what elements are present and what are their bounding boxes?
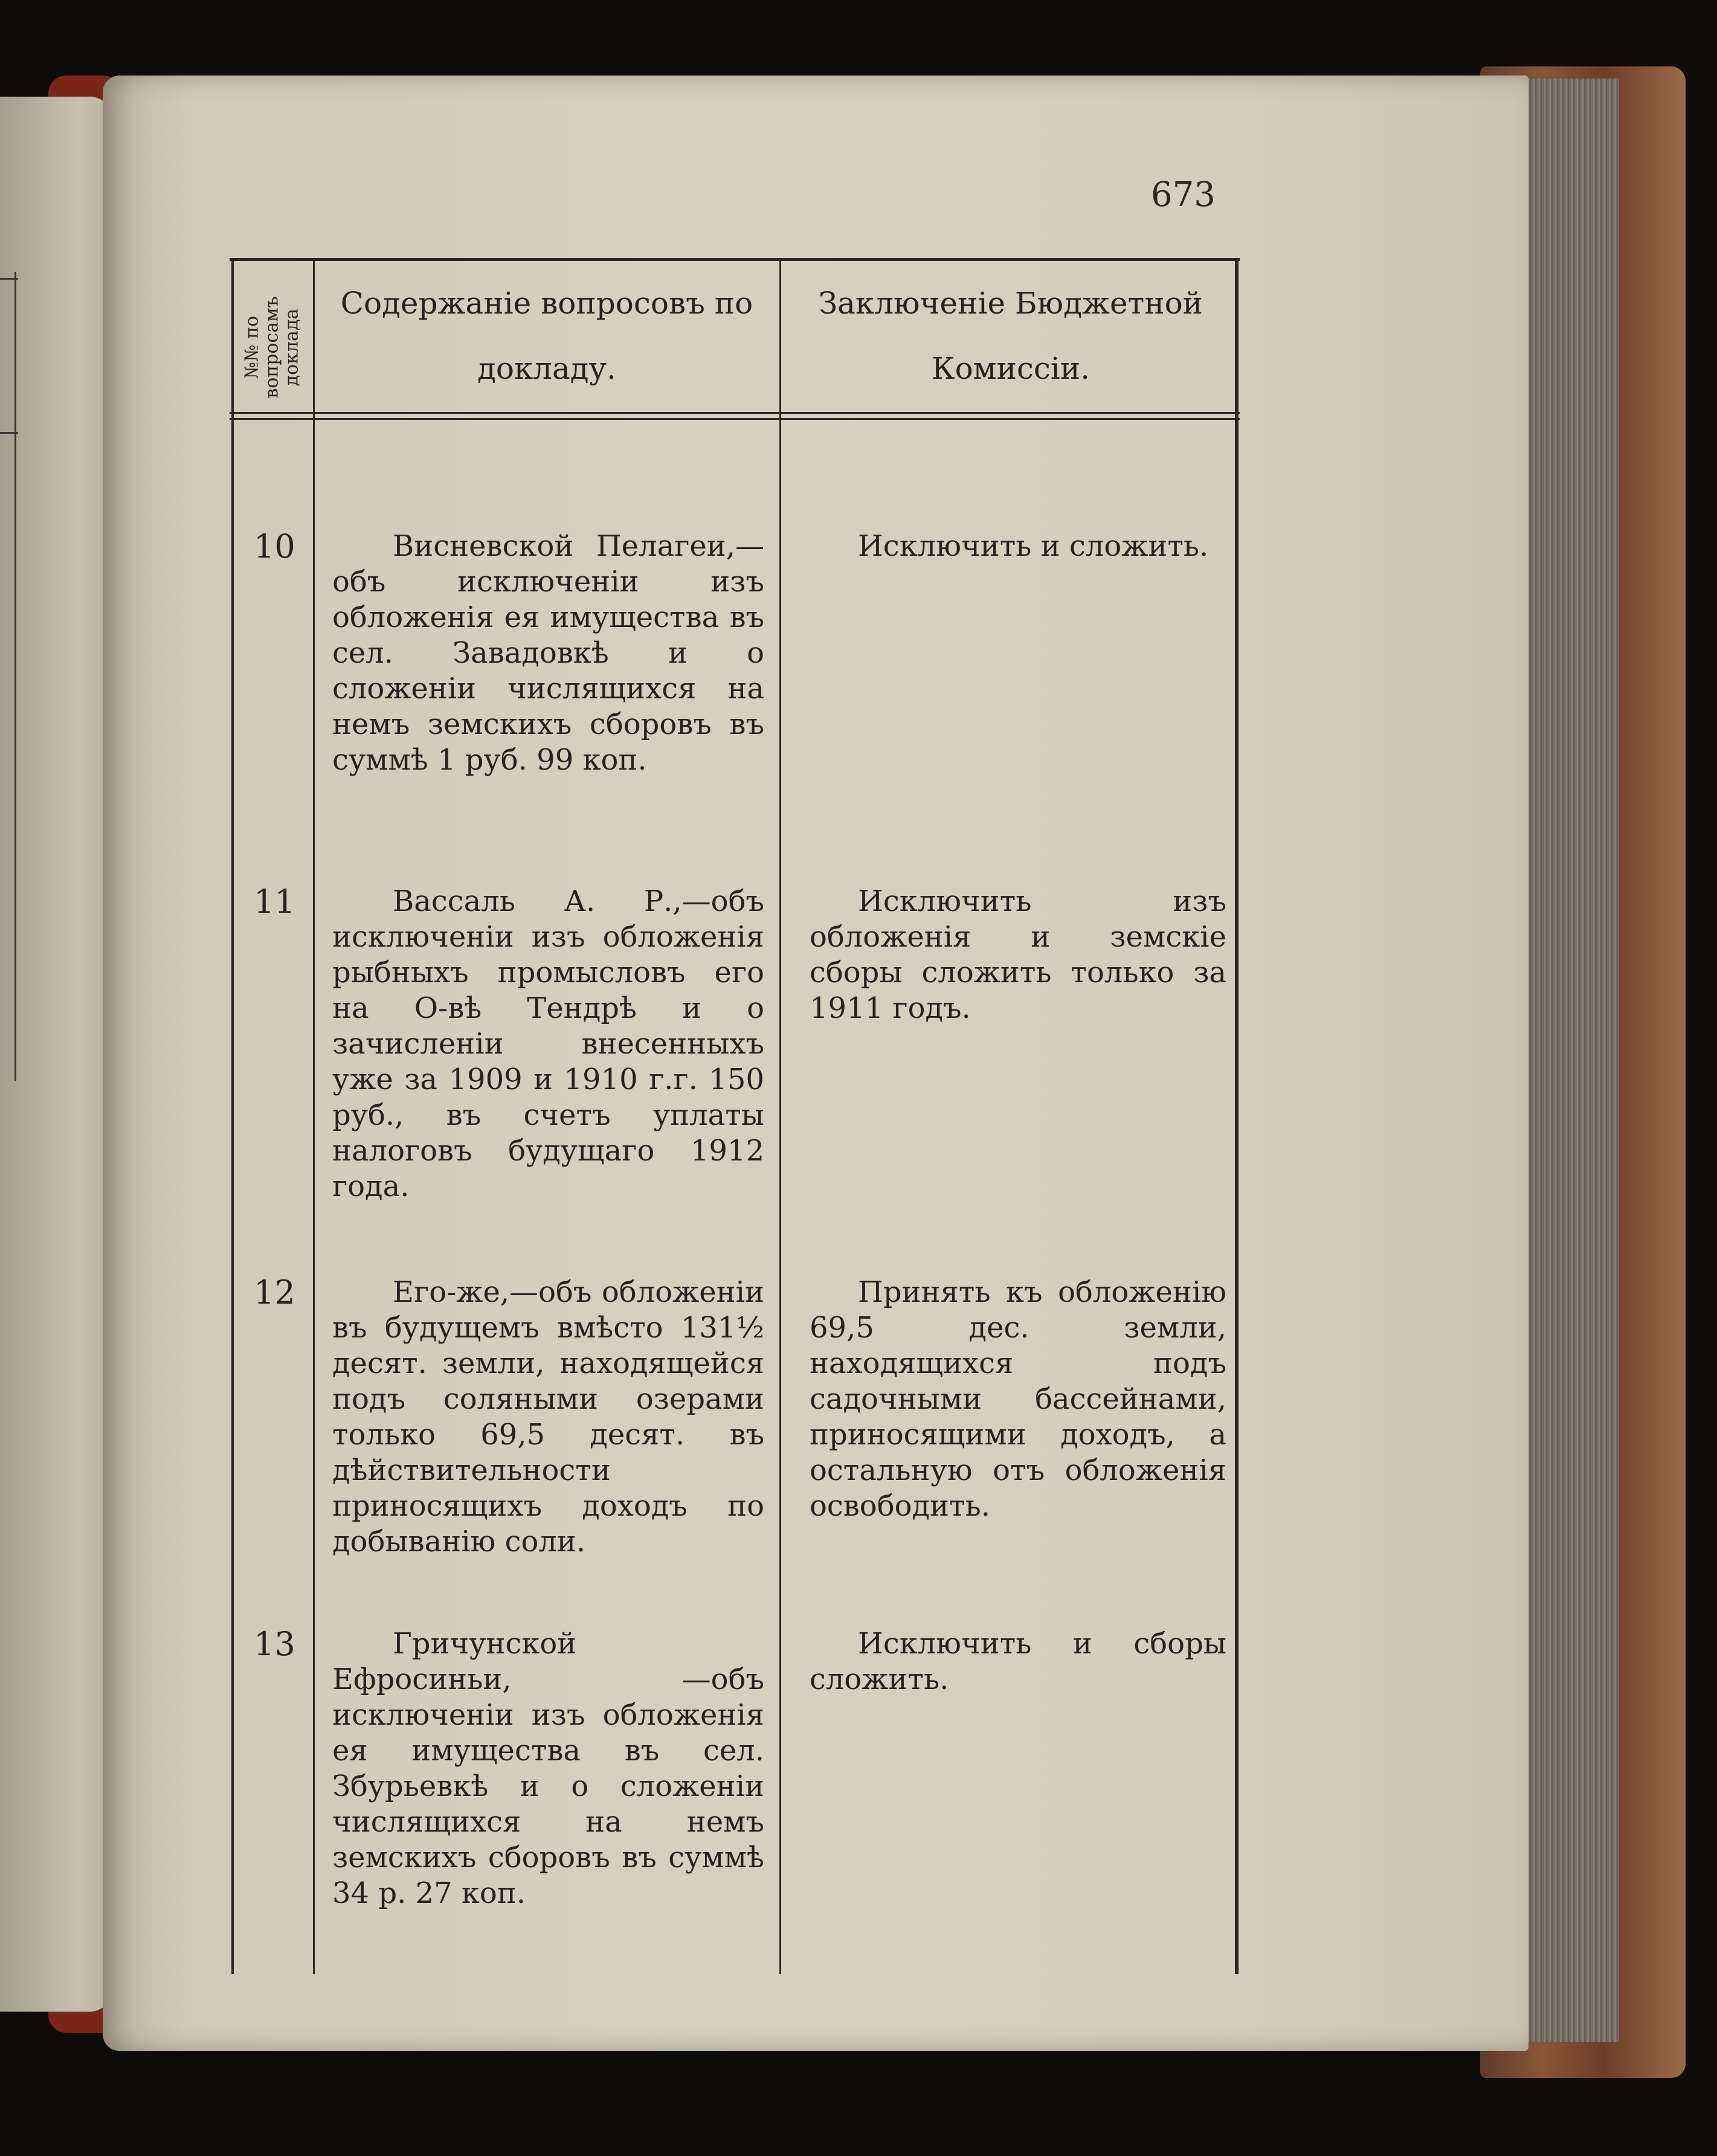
row-content: Висневской Пелагеи,—объ исключеніи изъ обложенія ея имущества въ сел. Завадовкѣ и о сложеніи числящихся на немъ земскихъ сборовъ въ суммѣ 1 руб. 99 коп.	[332, 529, 764, 777]
row-number: 13	[254, 1625, 295, 1663]
header-conclusion-label: Заключеніе Бюджетной Комиссіи.	[818, 286, 1203, 386]
left-page-rule	[14, 272, 16, 1081]
left-page-edge	[0, 97, 112, 2012]
header-rule-upper	[230, 412, 1240, 414]
page-number: 673	[1151, 175, 1216, 214]
column-divider-1	[313, 260, 315, 1974]
table-top-rule	[230, 258, 1240, 261]
header-number-label: №№ по вопросамъ доклада	[241, 296, 303, 399]
row-conclusion: Исключить и сложить.	[858, 529, 1209, 563]
header-rule-lower	[230, 418, 1240, 420]
row-conclusion: Исключить и сборы сложить.	[810, 1627, 1226, 1696]
row-conclusion: Принять къ обложенію 69,5 дес. земли, находящихся подъ садочными бассейнами, приносящими доходъ, а остальную отъ обложенія освободить.	[810, 1275, 1226, 1523]
column-divider-2	[779, 260, 781, 1974]
row-conclusion: Исключить изъ обложенія и земскіе сборы сложить только за 1911 годъ.	[810, 884, 1226, 1025]
table-left-border	[231, 260, 234, 1974]
row-content: Его-же,—объ обложеніи въ будущемъ вмѣсто 131½ десят. земли, находящейся подъ соляными озерами только 69,5 десят. въ дѣйствительности приносящихъ доходъ по добыванію соли.	[332, 1275, 764, 1559]
row-number: 10	[254, 527, 295, 565]
row-number: 11	[254, 883, 295, 921]
row-content: Вассаль А. Р.,—объ исключеніи изъ обложенія рыбныхъ промысловъ его на О-вѣ Тендрѣ и о зачисленіи внесенныхъ уже за 1909 и 1910 г.г. 150 руб., въ счетъ уплаты налоговъ будущаго 1912 года.	[332, 884, 764, 1203]
header-content-label: Содержаніе вопросовъ по докладу.	[340, 286, 753, 386]
header-number-column	[230, 275, 314, 420]
table-right-border	[1235, 260, 1239, 1974]
row-number: 12	[254, 1273, 295, 1311]
row-content: Гричунской Ефросиньи, —объ исключеніи изъ обложенія ея имущества въ сел. Збурьевкѣ и о сложеніи числящихся на немъ земскихъ сборовъ въ суммѣ 34 р. 27 коп.	[332, 1627, 764, 1910]
